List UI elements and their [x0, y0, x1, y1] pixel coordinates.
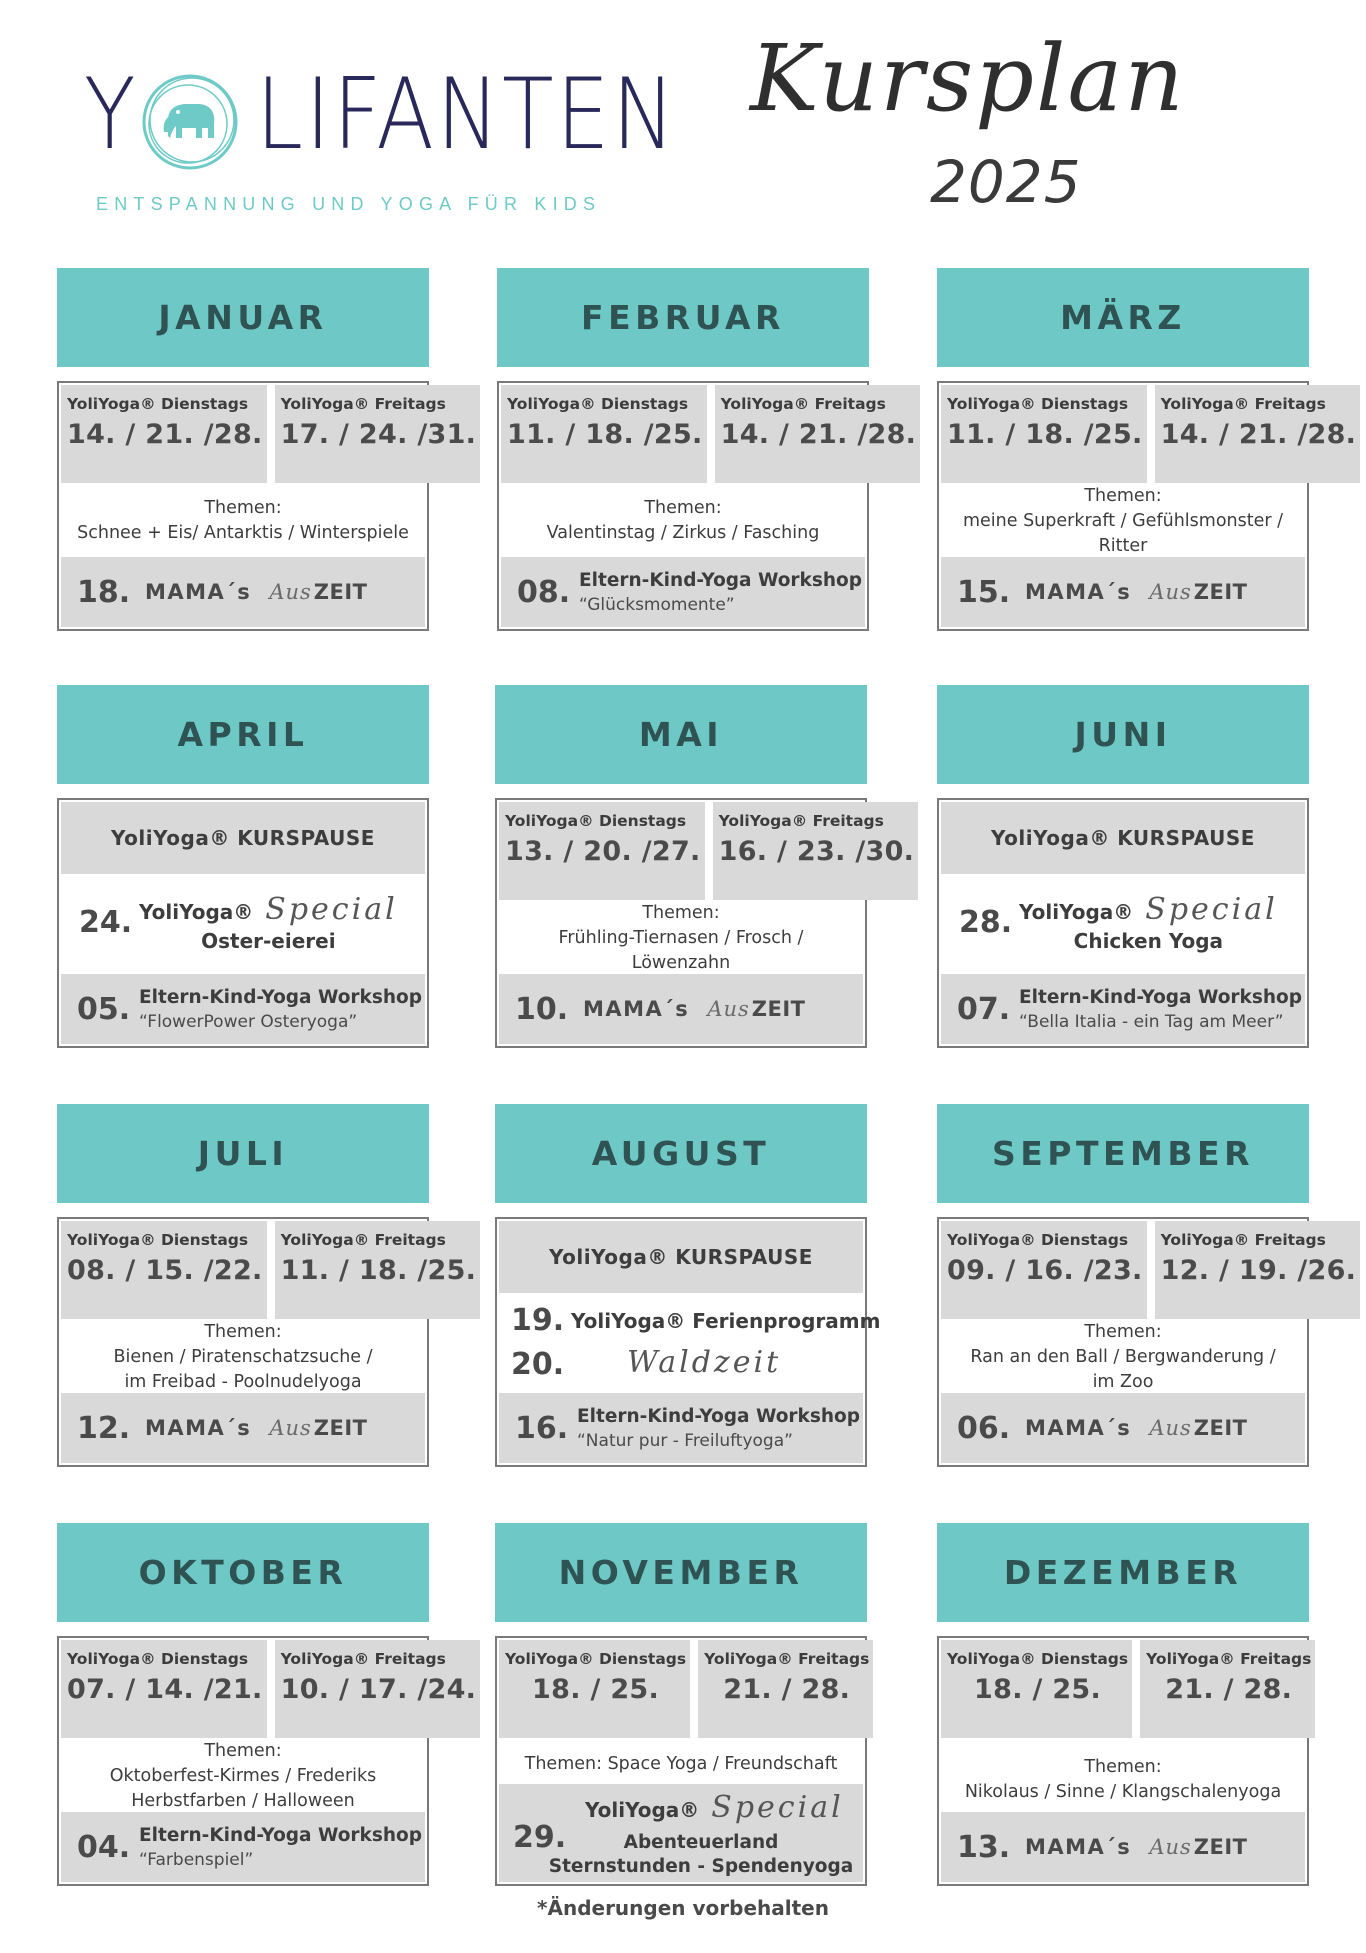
mama-label: MAMA´s: [583, 997, 690, 1021]
zeit-label: ZEIT: [313, 1416, 368, 1440]
course-freitags: [275, 1221, 481, 1319]
month-header: AUGUST: [495, 1104, 867, 1203]
course-dienstags: [61, 1640, 267, 1738]
course-label: YoliYoga® Dienstags: [507, 395, 689, 413]
month-mai: [495, 685, 915, 1048]
course-freitags: [713, 802, 919, 900]
course-label: YoliYoga® Dienstags: [67, 395, 249, 413]
workshop-subtitle: “Natur pur - Freiluftyoga”: [577, 1430, 793, 1451]
title-script-text: Kursplan: [750, 25, 1186, 132]
course-dienstags: [499, 802, 705, 900]
month-oktober: [57, 1523, 477, 1886]
mama-label: MAMA´s: [1025, 1835, 1132, 1859]
course-dates: 21. / 28.: [723, 1674, 851, 1705]
event-date: 07.: [957, 991, 1011, 1027]
themen-line: Themen: Space Yoga / Freundschaft: [524, 1753, 838, 1774]
month-header: OKTOBER: [57, 1523, 429, 1622]
course-freitags: [1155, 385, 1361, 483]
course-dienstags: [941, 1640, 1132, 1738]
themen-block: [499, 900, 863, 976]
month-februar: [497, 268, 917, 631]
mama-label: MAMA´s: [1025, 580, 1132, 604]
month-header: JUNI: [937, 685, 1309, 784]
zeit-label: ZEIT: [1193, 1416, 1248, 1440]
month-card: [937, 1217, 1357, 1467]
course-freitags: [715, 385, 921, 483]
elephant-logo-icon: [134, 66, 246, 178]
course-dienstags: [61, 1221, 267, 1319]
themen-block: [61, 1738, 425, 1814]
month-september: [937, 1104, 1357, 1467]
month-januar: [57, 268, 477, 631]
zeit-label: ZEIT: [1193, 580, 1248, 604]
month-header: FEBRUAR: [497, 268, 869, 367]
month-card: [495, 1636, 870, 1886]
zeit-label: ZEIT: [1193, 1835, 1248, 1859]
month-card: [57, 798, 429, 1048]
course-label: YoliYoga® Dienstags: [505, 812, 687, 830]
month-juli: [57, 1104, 477, 1467]
month-header: SEPTEMBER: [937, 1104, 1309, 1203]
special-row: [499, 1784, 863, 1882]
special-date: 24.: [79, 904, 133, 940]
special-name: Chicken Yoga: [1073, 928, 1224, 953]
ferien-dates: [511, 1299, 564, 1387]
course-label: YoliYoga® Dienstags: [947, 1231, 1129, 1249]
aus-script: Aus: [1149, 1835, 1192, 1859]
workshop-subtitle: “Farbenspiel”: [139, 1849, 254, 1870]
logo-letter-y: Y: [84, 58, 139, 172]
course-dienstags: [499, 1640, 690, 1738]
themen-line: Schnee + Eis/ Antarktis / Winterspiele: [77, 523, 409, 543]
themen-line: im Zoo: [1092, 1371, 1154, 1392]
course-dates: 10. / 17. /24.: [280, 1674, 477, 1705]
kursplan-script-title: [740, 20, 1220, 140]
course-dienstags: [941, 385, 1147, 483]
month-dezember: [937, 1523, 1312, 1886]
themen-line: Nikolaus / Sinne / Klangschalenyoga: [964, 1782, 1282, 1802]
mamas-auszeit-row: [61, 557, 425, 627]
ferien-date: 20.: [511, 1347, 565, 1382]
footer-note: *Änderungen vorbehalten: [537, 1896, 829, 1920]
kurspause-row: YoliYoga® KURSPAUSE: [941, 802, 1305, 874]
course-label: YoliYoga® Freitags: [704, 1650, 870, 1668]
course-dates: 11. / 18. /25.: [280, 1255, 477, 1286]
event-date: 08.: [517, 574, 571, 610]
month-header: JULI: [57, 1104, 429, 1203]
workshop-title: Eltern-Kind-Yoga Workshop: [139, 1824, 422, 1846]
themen-line: im Freibad - Poolnudelyoga: [124, 1371, 362, 1392]
workshop-row: [941, 974, 1305, 1044]
aus-script: Aus: [269, 1416, 312, 1440]
course-dates: 16. / 23. /30.: [718, 836, 915, 867]
course-dates: 09. / 16. /23.: [947, 1255, 1143, 1286]
course-dates: 11. / 18. /25.: [507, 419, 703, 450]
event-date: 12.: [77, 1410, 131, 1446]
title-year: 2025: [930, 148, 1082, 216]
zeit-label: ZEIT: [313, 580, 368, 604]
themen-line: meine Superkraft / Gefühlsmonster /: [962, 510, 1284, 531]
course-dates: 18. / 25.: [974, 1674, 1102, 1705]
mamas-auszeit-row: [61, 1393, 425, 1463]
workshop-subtitle: “Bella Italia - ein Tag am Meer”: [1019, 1011, 1284, 1032]
course-label: YoliYoga® Freitags: [280, 1231, 446, 1249]
special-row: [941, 874, 1305, 970]
workshop-title: Eltern-Kind-Yoga Workshop: [139, 986, 422, 1008]
aus-script: Aus: [269, 580, 312, 604]
special-row: [61, 874, 425, 970]
aus-script: Aus: [707, 997, 750, 1021]
themen-block: [61, 483, 425, 559]
themen-block: [941, 1319, 1305, 1395]
course-dates: 11. / 18. /25.: [947, 419, 1143, 450]
themen-label: Themen:: [1084, 1321, 1162, 1342]
month-header: APRIL: [57, 685, 429, 784]
themen-label: Themen:: [204, 498, 282, 518]
brand-logo: [84, 58, 678, 216]
month-card: [57, 1636, 477, 1886]
month-august: [495, 1104, 881, 1467]
month-card: [937, 381, 1357, 631]
course-freitags: [275, 385, 481, 483]
workshop-title: Eltern-Kind-Yoga Workshop: [579, 569, 862, 591]
themen-label: Themen:: [204, 1321, 282, 1342]
course-label: YoliYoga® Freitags: [718, 812, 884, 830]
month-november: [495, 1523, 870, 1886]
themen-block: [941, 483, 1305, 559]
workshop-row: [61, 974, 425, 1044]
event-date: 06.: [957, 1410, 1011, 1446]
month-header: NOVEMBER: [495, 1523, 867, 1622]
themen-label: Themen:: [204, 1740, 282, 1761]
ferien-date: 19.: [511, 1303, 565, 1338]
workshop-row: [61, 1812, 425, 1882]
course-dates: 12. / 19. /26.: [1160, 1255, 1357, 1286]
course-dates: 14. / 21. /28.: [67, 419, 263, 450]
special-script: Special: [265, 891, 398, 927]
workshop-row: [501, 557, 865, 627]
event-date: 05.: [77, 991, 131, 1027]
month-header: MAI: [495, 685, 867, 784]
event-date: 18.: [77, 574, 131, 610]
zeit-label: ZEIT: [751, 997, 806, 1021]
event-date: 04.: [77, 1829, 131, 1865]
workshop-title: Eltern-Kind-Yoga Workshop: [577, 1405, 860, 1427]
event-date: 13.: [957, 1829, 1011, 1865]
themen-line: Ran an den Ball / Bergwanderung /: [970, 1346, 1276, 1367]
logo-letters: LIFANTEN: [256, 58, 678, 172]
yoliyoga-label: YoliYoga®: [585, 1798, 700, 1822]
special-subname: Sternstunden - Spendenyoga: [548, 1856, 854, 1877]
mama-label: MAMA´s: [1025, 1416, 1132, 1440]
month-card: [497, 381, 917, 631]
course-dienstags: [501, 385, 707, 483]
month-header: MÄRZ: [937, 268, 1309, 367]
special-script: Special: [711, 1790, 844, 1825]
course-freitags: [698, 1640, 873, 1738]
course-label: YoliYoga® Dienstags: [505, 1650, 687, 1668]
themen-line: Oktoberfest-Kirmes / Frederiks: [109, 1765, 377, 1786]
month-card: [57, 381, 477, 631]
course-label: YoliYoga® Freitags: [1160, 1231, 1326, 1249]
kurspause-row: YoliYoga® KURSPAUSE: [499, 1221, 863, 1293]
yoliyoga-label: YoliYoga®: [139, 899, 254, 924]
workshop-subtitle: “FlowerPower Osteryoga”: [139, 1011, 358, 1032]
mama-label: MAMA´s: [145, 580, 252, 604]
special-date: 29.: [513, 1820, 567, 1855]
month-april: [57, 685, 429, 1048]
aus-script: Aus: [1149, 1416, 1192, 1440]
course-label: YoliYoga® Freitags: [280, 395, 446, 413]
yoliyoga-label: YoliYoga®: [1019, 899, 1134, 924]
course-dates: 13. / 20. /27.: [505, 836, 701, 867]
workshop-subtitle: “Glücksmomente”: [579, 594, 735, 615]
course-label: YoliYoga® Freitags: [720, 395, 886, 413]
aus-script: Aus: [1149, 580, 1192, 604]
course-freitags: [1140, 1640, 1315, 1738]
course-label: YoliYoga® Dienstags: [947, 1650, 1129, 1668]
course-freitags: [275, 1640, 481, 1738]
workshop-row: [499, 1393, 863, 1463]
course-label: YoliYoga® Dienstags: [947, 395, 1129, 413]
mamas-auszeit-row: [941, 1393, 1305, 1463]
mamas-auszeit-row: [941, 1812, 1305, 1882]
event-date: 16.: [515, 1410, 569, 1446]
themen-label: Themen:: [642, 902, 720, 923]
themen-label: Themen:: [1084, 1757, 1162, 1777]
themen-block: [501, 483, 865, 559]
themen-block: [499, 1738, 863, 1790]
month-card: [495, 798, 915, 1048]
month-juni: [937, 685, 1309, 1048]
month-header: JANUAR: [57, 268, 429, 367]
themen-line: Valentinstag / Zirkus / Fasching: [546, 523, 820, 543]
themen-block: [941, 1738, 1305, 1822]
themen-line: Löwenzahn: [631, 952, 731, 973]
themen-line: Frühling-Tiernasen / Frosch /: [558, 927, 804, 948]
special-script: Special: [1145, 891, 1278, 927]
course-dates: 07. / 14. /21.: [67, 1674, 263, 1705]
course-dates: 08. / 15. /22.: [67, 1255, 263, 1286]
special-name: Oster-eierei: [201, 928, 336, 953]
mama-label: MAMA´s: [145, 1416, 252, 1440]
month-header: DEZEMBER: [937, 1523, 1309, 1622]
ferienprogramm-row: [499, 1293, 881, 1393]
course-dates: 18. / 25.: [532, 1674, 660, 1705]
course-dates: 17. / 24. /31.: [280, 419, 477, 450]
course-label: YoliYoga® Dienstags: [67, 1650, 249, 1668]
course-label: YoliYoga® Freitags: [1146, 1650, 1312, 1668]
mamas-auszeit-row: [499, 974, 863, 1044]
themen-block: [61, 1319, 425, 1395]
mamas-auszeit-row: [941, 557, 1305, 627]
special-date: 28.: [959, 904, 1013, 940]
course-label: YoliYoga® Freitags: [1160, 395, 1326, 413]
ferienprogramm-label: YoliYoga® Ferienprogramm: [571, 1309, 881, 1333]
themen-line: Ritter: [1098, 535, 1148, 556]
ferien-script: Waldzeit: [627, 1345, 782, 1380]
month-maerz: [937, 268, 1357, 631]
course-dienstags: [941, 1221, 1147, 1319]
event-date: 15.: [957, 574, 1011, 610]
course-dates: 14. / 21. /28.: [720, 419, 917, 450]
event-date: 10.: [515, 991, 569, 1027]
themen-line: Herbstfarben / Halloween: [131, 1790, 355, 1811]
course-label: YoliYoga® Freitags: [280, 1650, 446, 1668]
course-dienstags: [61, 385, 267, 483]
themen-label: Themen:: [1084, 485, 1162, 506]
themen-line: Bienen / Piratenschatzsuche /: [113, 1346, 373, 1367]
themen-label: Themen:: [644, 498, 722, 518]
course-label: YoliYoga® Dienstags: [67, 1231, 249, 1249]
course-freitags: [1155, 1221, 1361, 1319]
month-card: [57, 1217, 477, 1467]
month-card: [937, 798, 1309, 1048]
special-name: Abenteuerland: [623, 1832, 779, 1853]
course-dates: 21. / 28.: [1165, 1674, 1293, 1705]
month-card: [495, 1217, 881, 1467]
course-dates: 14. / 21. /28.: [1160, 419, 1357, 450]
workshop-title: Eltern-Kind-Yoga Workshop: [1019, 986, 1302, 1008]
kurspause-row: YoliYoga® KURSPAUSE: [61, 802, 425, 874]
month-card: [937, 1636, 1312, 1886]
brand-tagline: ENTSPANNUNG UND YOGA FÜR KIDS: [96, 194, 602, 214]
